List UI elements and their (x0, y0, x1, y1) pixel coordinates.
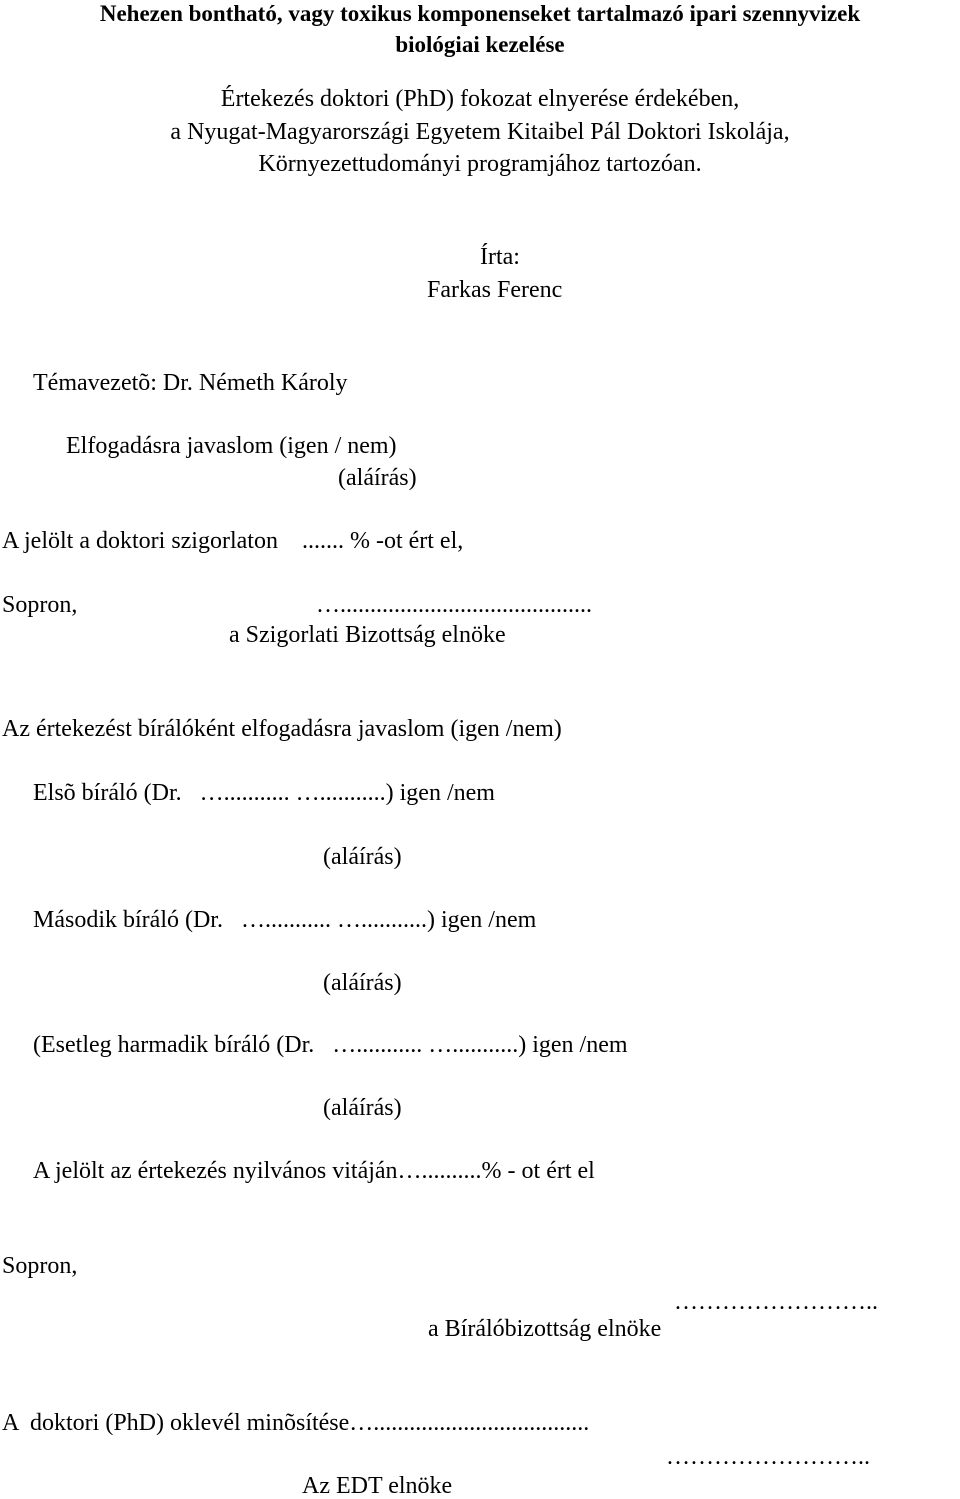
thesis-title-line1: Nehezen bontható, vagy toxikus komponenseket tartalmazó ipari szennyvizek (99, 1, 861, 26)
defense-signature-dots: …………………….. (674, 1289, 878, 1315)
diploma-rating-line: A doktori (PhD) oklevél minõsítése….................................... (2, 1410, 590, 1436)
supervisor-recommend: Elfogadásra javaslom (igen / nem) (66, 433, 397, 459)
exam-chair-role: a Szigorlati Bizottság elnöke (229, 622, 506, 648)
reviewers-intro: Az értekezést bírálóként elfogadásra javaslom (igen /nem) (2, 716, 562, 742)
supervisor-signature: (aláírás) (338, 465, 417, 491)
second-reviewer-line: Második bíráló (Dr. …........... …...........) igen /nem (33, 907, 537, 933)
defense-chair-role: a Bírálóbizottság elnöke (428, 1316, 662, 1342)
second-reviewer-signature: (aláírás) (323, 970, 402, 996)
first-reviewer-line: Elsõ bíráló (Dr. …........... …...........) igen /nem (33, 780, 495, 806)
third-reviewer-signature: (aláírás) (323, 1095, 402, 1121)
thesis-title-line2: biológiai kezelése (395, 32, 565, 57)
purpose-line3: Környezettudományi programjához tartozóan. (258, 151, 702, 177)
exam-signature-dots: ….......................................... (316, 592, 592, 618)
purpose-line2: a Nyugat-Magyarországi Egyetem Kitaibel Pál Doktori Iskolája, (170, 119, 790, 145)
defense-place: Sopron, (2, 1253, 78, 1279)
author-label: Írta: (480, 244, 520, 270)
supervisor-line: Témavezetõ: Dr. Németh Károly (33, 370, 348, 396)
author-name: Farkas Ferenc (427, 277, 563, 303)
edt-chair-role: Az EDT elnöke (302, 1473, 453, 1499)
diploma-signature-dots: …………………….. (666, 1444, 870, 1470)
purpose-line1: Értekezés doktori (PhD) fokozat elnyerése érdekében, (220, 86, 740, 112)
exam-result-line: A jelölt a doktori szigorlaton ....... % -ot ért el, (2, 528, 464, 554)
defense-result-line: A jelölt az értekezés nyilvános vitáján…..........% - ot ért el (33, 1158, 595, 1184)
third-reviewer-line: (Esetleg harmadik bíráló (Dr. …........... …...........) igen /nem (33, 1032, 628, 1058)
exam-place: Sopron, (2, 592, 78, 618)
first-reviewer-signature: (aláírás) (323, 844, 402, 870)
